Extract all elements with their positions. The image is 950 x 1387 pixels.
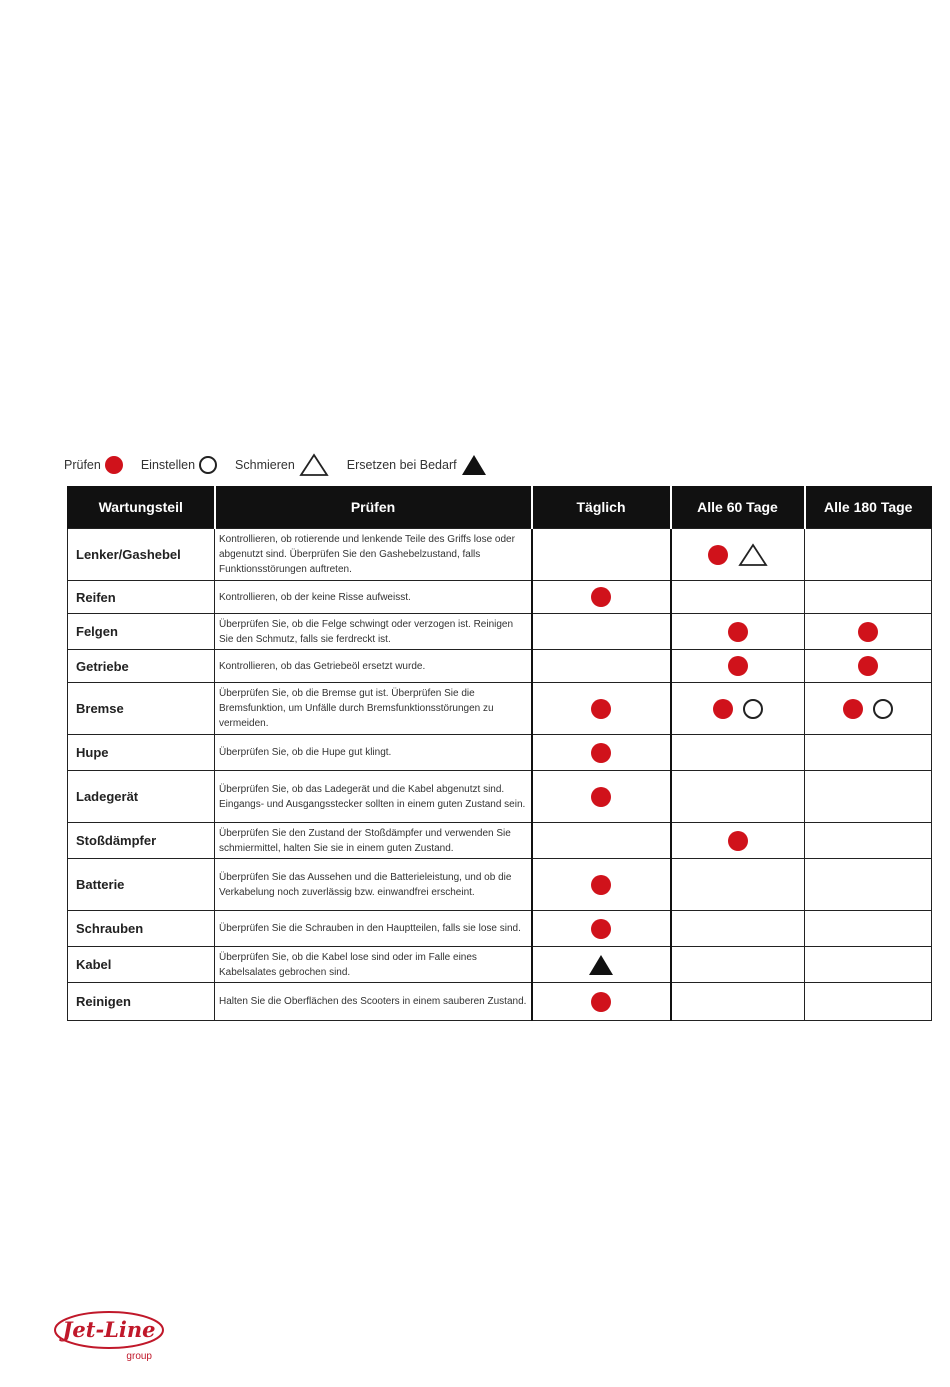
legend-label-lubricate: Schmieren bbox=[235, 458, 295, 472]
every-60-days-cell bbox=[671, 650, 805, 683]
red-dot-icon bbox=[591, 743, 611, 763]
every-60-days-cell bbox=[671, 771, 805, 823]
every-180-days-cell bbox=[805, 581, 932, 614]
every-60-days-cell bbox=[671, 859, 805, 911]
table-row bbox=[68, 859, 932, 911]
filled-triangle-icon bbox=[461, 454, 487, 476]
every-180-days-cell bbox=[805, 683, 932, 735]
daily-cell bbox=[532, 614, 671, 650]
open-circle-icon bbox=[873, 699, 893, 719]
jet-line-logo bbox=[52, 1303, 170, 1363]
red-dot-icon bbox=[728, 831, 748, 851]
legend-label-check: Prüfen bbox=[64, 458, 101, 472]
daily-cell bbox=[532, 859, 671, 911]
part-name: Bremse bbox=[68, 683, 215, 735]
daily-cell bbox=[532, 947, 671, 983]
legend-item-lubricate bbox=[235, 453, 329, 477]
red-dot-icon bbox=[591, 699, 611, 719]
svg-text:Jet-Line: Jet-Line bbox=[62, 1317, 156, 1342]
red-dot-icon bbox=[858, 622, 878, 642]
part-name: Getriebe bbox=[68, 650, 215, 683]
red-dot-icon bbox=[728, 656, 748, 676]
open-triangle-icon bbox=[738, 543, 768, 567]
legend-label-adjust: Einstellen bbox=[140, 458, 196, 472]
daily-cell bbox=[532, 823, 671, 859]
every-180-days-cell bbox=[805, 911, 932, 947]
legend-label-replace: Ersetzen bei Bedarf bbox=[346, 458, 457, 472]
part-check-description: Halten Sie die Oberflächen des Scooters in einem sauberen Zustand. bbox=[215, 983, 532, 1021]
red-dot-icon bbox=[591, 787, 611, 807]
open-triangle-icon bbox=[299, 453, 329, 477]
part-check-description: Überprüfen Sie den Zustand der Stoßdämpfer und verwenden Sie schmiermittel, halten Sie sie in einem guten Zustand. bbox=[215, 823, 532, 859]
table-row bbox=[68, 983, 932, 1021]
header-180-days: Alle 180 Tage bbox=[805, 486, 932, 529]
table-row bbox=[68, 911, 932, 947]
every-180-days-cell bbox=[805, 859, 932, 911]
header-60-days: Alle 60 Tage bbox=[671, 486, 805, 529]
part-name: Schrauben bbox=[68, 911, 215, 947]
every-60-days-cell bbox=[671, 983, 805, 1021]
header-check: Prüfen bbox=[215, 486, 532, 529]
part-check-description: Überprüfen Sie das Aussehen und die Batterieleistung, und ob die Verkabelung noch zuverlässig bzw. einwandfrei erscheint. bbox=[215, 859, 532, 911]
table-row bbox=[68, 735, 932, 771]
table-row bbox=[68, 771, 932, 823]
daily-cell bbox=[532, 771, 671, 823]
every-180-days-cell bbox=[805, 771, 932, 823]
maintenance-table bbox=[67, 486, 932, 1021]
symbol-legend bbox=[64, 452, 505, 478]
part-check-description: Kontrollieren, ob das Getriebeöl ersetzt wurde. bbox=[215, 650, 532, 683]
legend-item-check bbox=[64, 456, 123, 474]
part-name: Ladegerät bbox=[68, 771, 215, 823]
every-60-days-cell bbox=[671, 947, 805, 983]
header-part: Wartungsteil bbox=[68, 486, 215, 529]
daily-cell bbox=[532, 650, 671, 683]
every-60-days-cell bbox=[671, 581, 805, 614]
red-dot-icon bbox=[843, 699, 863, 719]
part-name: Reinigen bbox=[68, 983, 215, 1021]
part-check-description: Überprüfen Sie, ob die Kabel lose sind oder im Falle eines Kabelsalates gebrochen sind. bbox=[215, 947, 532, 983]
daily-cell bbox=[532, 983, 671, 1021]
table-row bbox=[68, 823, 932, 859]
part-check-description: Überprüfen Sie, ob die Bremse gut ist. Überprüfen Sie die Bremsfunktion, um Unfälle durch Bremsfunktionsstörungen zu vermeiden. bbox=[215, 683, 532, 735]
part-check-description: Kontrollieren, ob der keine Risse aufweisst. bbox=[215, 581, 532, 614]
table-row bbox=[68, 529, 932, 581]
every-180-days-cell bbox=[805, 650, 932, 683]
daily-cell bbox=[532, 683, 671, 735]
red-dot-icon bbox=[591, 919, 611, 939]
part-name: Reifen bbox=[68, 581, 215, 614]
red-dot-icon bbox=[728, 622, 748, 642]
part-check-description: Überprüfen Sie, ob die Felge schwingt oder verzogen ist. Reinigen Sie den Schmutz, falls sie ferdreckt ist. bbox=[215, 614, 532, 650]
header-daily: Täglich bbox=[532, 486, 671, 529]
open-circle-icon bbox=[199, 456, 217, 474]
table-row bbox=[68, 650, 932, 683]
part-name: Felgen bbox=[68, 614, 215, 650]
red-dot-icon bbox=[713, 699, 733, 719]
red-dot-icon bbox=[858, 656, 878, 676]
every-180-days-cell bbox=[805, 947, 932, 983]
part-name: Stoßdämpfer bbox=[68, 823, 215, 859]
part-name: Kabel bbox=[68, 947, 215, 983]
every-60-days-cell bbox=[671, 529, 805, 581]
every-180-days-cell bbox=[805, 529, 932, 581]
part-check-description: Kontrollieren, ob rotierende und lenkende Teile des Griffs lose oder abgenutzt sind. Überprüfen Sie den Gashebelzustand, falls Funktionsstörungen auftreten. bbox=[215, 529, 532, 581]
open-circle-icon bbox=[743, 699, 763, 719]
daily-cell bbox=[532, 735, 671, 771]
red-dot-icon bbox=[591, 587, 611, 607]
filled-triangle-icon bbox=[588, 954, 614, 976]
red-dot-icon bbox=[708, 545, 728, 565]
legend-item-replace bbox=[347, 454, 487, 476]
table-row bbox=[68, 947, 932, 983]
part-check-description: Überprüfen Sie die Schrauben in den Hauptteilen, falls sie lose sind. bbox=[215, 911, 532, 947]
every-180-days-cell bbox=[805, 735, 932, 771]
every-60-days-cell bbox=[671, 823, 805, 859]
red-dot-icon bbox=[591, 992, 611, 1012]
table-row bbox=[68, 614, 932, 650]
part-name: Lenker/Gashebel bbox=[68, 529, 215, 581]
daily-cell bbox=[532, 529, 671, 581]
table-row bbox=[68, 581, 932, 614]
daily-cell bbox=[532, 581, 671, 614]
table-header-row bbox=[68, 486, 932, 529]
part-check-description: Überprüfen Sie, ob das Ladegerät und die Kabel abgenutzt sind. Eingangs- und Ausgangsstecker sollten in einem guten Zustand sein. bbox=[215, 771, 532, 823]
part-check-description: Überprüfen Sie, ob die Hupe gut klingt. bbox=[215, 735, 532, 771]
every-60-days-cell bbox=[671, 614, 805, 650]
legend-item-adjust bbox=[141, 456, 217, 474]
daily-cell bbox=[532, 911, 671, 947]
every-60-days-cell bbox=[671, 911, 805, 947]
svg-text:group: group bbox=[126, 1351, 152, 1362]
red-dot-icon bbox=[591, 875, 611, 895]
every-180-days-cell bbox=[805, 614, 932, 650]
every-60-days-cell bbox=[671, 683, 805, 735]
every-180-days-cell bbox=[805, 983, 932, 1021]
every-60-days-cell bbox=[671, 735, 805, 771]
red-dot-icon bbox=[105, 456, 123, 474]
table-row bbox=[68, 683, 932, 735]
every-180-days-cell bbox=[805, 823, 932, 859]
part-name: Hupe bbox=[68, 735, 215, 771]
part-name: Batterie bbox=[68, 859, 215, 911]
